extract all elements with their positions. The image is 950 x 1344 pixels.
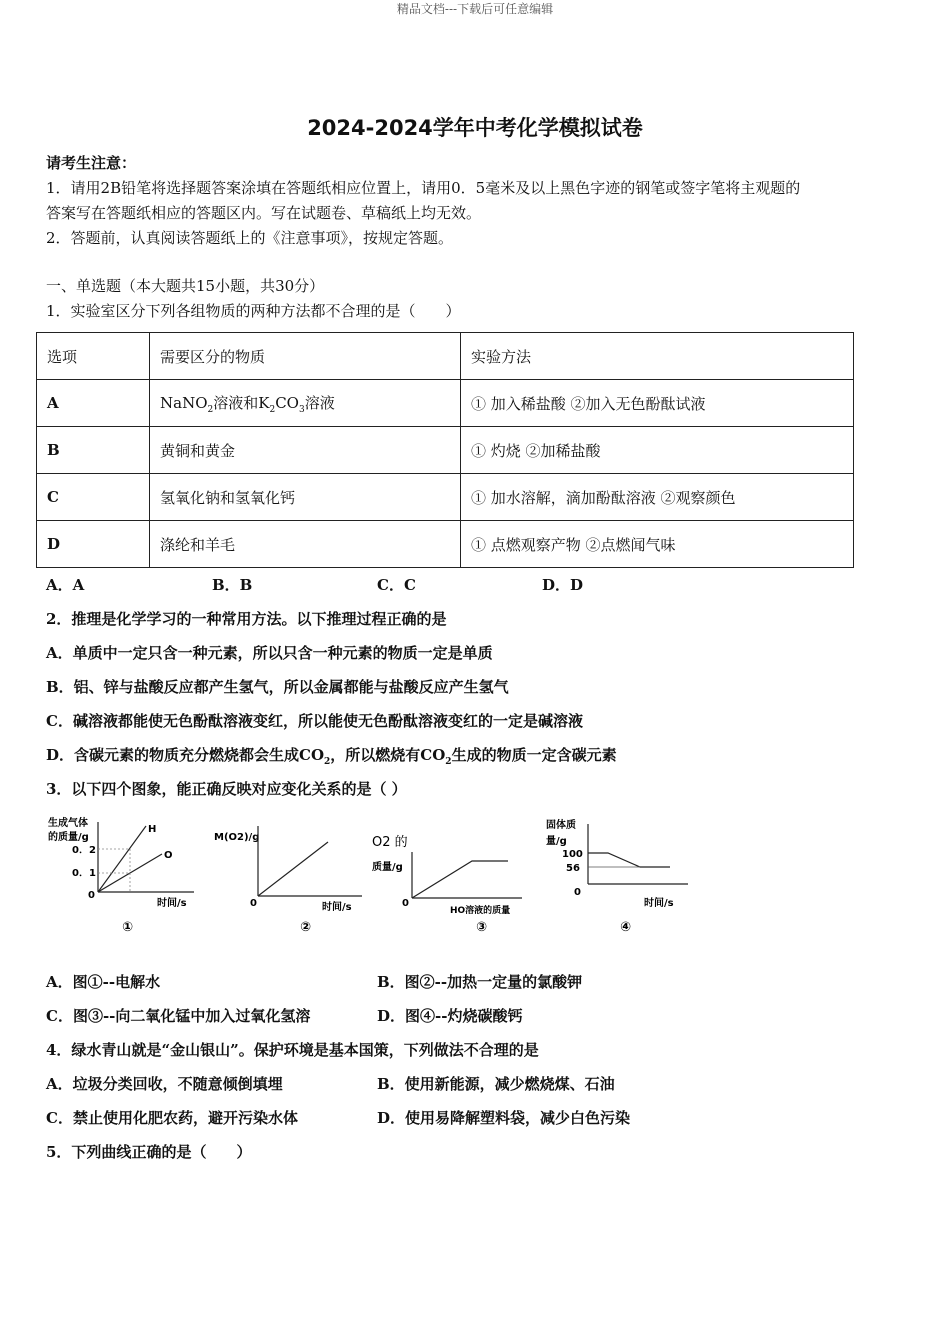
header-cell-method: 实验方法 [461,333,854,380]
q1-option-c: C．C [377,576,416,594]
chart4-ylabel-2: 量/g [546,836,567,847]
chart4-xlabel: 时间/s [644,898,674,909]
chart4-number: ④ [620,920,632,935]
q2-stem: 2．推理是化学学习的一种常用方法。以下推理过程正确的是 [46,610,447,628]
chart1-number: ① [122,920,134,935]
chart1-ylabel-2: 的质量/g [48,832,89,843]
row-substance: 氢氧化钠和氢氧化钙 [150,474,461,521]
chart2-origin: 0 [250,898,257,909]
row-method: ① 点燃观察产物 ②点燃闻气味 [461,521,854,568]
notice-line-3: 2．答题前，认真阅读答题纸上的《注意事项》，按规定答题。 [46,229,454,247]
q4-option-d: D．使用易降解塑料袋，减少白色污染 [377,1109,631,1127]
q3-option-b: B．图②--加热一定量的氯酸钾 [377,973,583,991]
q1-table [36,332,854,568]
table-header-row [37,333,854,380]
notice-line-1: 1．请用2B铅笔将选择题答案涂填在答题纸相应位置上，请用0．5毫米及以上黑色字迹的钢笔或签字笔将主观题的 [46,179,801,197]
row-substance: NaNO$_2$溶液和$K_2CO_3$溶液 [150,380,461,427]
table-row [37,474,854,521]
q3-stem: 3．以下四个图象，能正确反映对应变化关系的是（ ） [46,780,407,798]
chart3-number: ③ [476,920,488,935]
table-row [37,380,854,427]
chart4-line [588,853,670,867]
chart4-tick-hi: 100 [562,849,583,860]
chart3-xlabel: HO溶液的质量 [450,906,511,916]
q4-option-b: B．使用新能源，减少燃烧煤、石油 [377,1075,615,1093]
chart1-line-h [98,826,146,892]
chart1-xlabel: 时间/s [157,898,187,909]
q1-stem: 1．实验室区分下列各组物质的两种方法都不合理的是（ ） [46,302,461,320]
q5-stem: 5．下列曲线正确的是（ ） [46,1143,252,1161]
q3-chart-3 [366,812,536,940]
chart3-ylabel-2: 质量/g [372,862,403,873]
q3-chart-1 [44,812,214,940]
q2-option-c: C．碱溶液都能使无色酚酞溶液变红，所以能使无色酚酞溶液变红的一定是碱溶液 [46,712,583,730]
table-row [37,521,854,568]
q3-chart-2 [210,812,370,940]
chart1-ylabel-1: 生成气体 [48,818,88,829]
header-cell-option: 选项 [37,333,150,380]
section-heading: 一、单选题（本大题共15小题，共30分） [46,277,325,295]
q3-option-c: C．图③--向二氧化锰中加入过氧化氢溶 [46,1007,311,1025]
row-method: ① 灼烧 ②加稀盐酸 [461,427,854,474]
q1-option-a: A．A [46,576,85,594]
chart3-ylabel-1: O2 的 [372,835,408,850]
chart1-label-o: O [164,850,173,861]
row-option: A [37,380,150,427]
row-substance: 黄铜和黄金 [150,427,461,474]
chart1-tick-hi: 0．2 [72,845,96,856]
chart2-line [258,842,328,896]
chart2-number: ② [300,920,312,935]
chart3-origin: 0 [402,898,409,909]
q3-option-a: A．图①--电解水 [46,973,161,991]
chart4-ylabel-1: 固体质 [546,820,576,831]
q4-option-c: C．禁止使用化肥农药，避开污染水体 [46,1109,298,1127]
chart2-ylabel: M(O2)/g [214,832,260,843]
notice-heading: 请考生注意： [46,154,137,172]
chart2-xlabel: 时间/s [322,902,352,913]
chart1-tick-lo: 0．1 [72,868,96,879]
q4-stem: 4．绿水青山就是“金山银山”。保护环境是基本国策，下列做法不合理的是 [46,1041,539,1059]
notice-line-2: 答案写在答题纸相应的答题区内。写在试题卷、草稿纸上均无效。 [46,204,482,222]
chart4-tick-lo: 56 [566,863,580,874]
row-substance: 涤纶和羊毛 [150,521,461,568]
page-title: 2024-2024学年中考化学模拟试卷 [307,116,643,140]
q1-option-b: B．B [212,576,253,594]
q2-option-b: B．铝、锌与盐酸反应都产生氢气，所以金属都能与盐酸反应产生氢气 [46,678,509,696]
q1-option-d: D．D [542,576,584,594]
row-method: ① 加入稀盐酸 ②加入无色酚酞试液 [461,380,854,427]
chart3-line [412,861,508,898]
chart1-label-h: H [148,824,157,835]
header-cell-substance: 需要区分的物质 [150,333,461,380]
chart4-origin: 0 [574,887,581,898]
q2-option-d: D．含碳元素的物质充分燃烧都会生成$CO_2$，所以燃烧有$CO_2$生成的物质一定含碳元素 [46,746,617,767]
chart1-origin: 0 [88,890,95,901]
row-option: B [37,427,150,474]
row-method: ① 加水溶解，滴加酚酞溶液 ②观察颜色 [461,474,854,521]
q4-option-a: A．垃圾分类回收，不随意倾倒填埋 [46,1075,283,1093]
q3-option-d: D．图④--灼烧碳酸钙 [377,1007,523,1025]
row-option: C [37,474,150,521]
page-header: 精品文档---下载后可任意编辑 [396,2,554,16]
q2-option-a: A．单质中一定只含一种元素，所以只含一种元素的物质一定是单质 [46,644,493,662]
row-option: D [37,521,150,568]
table-row [37,427,854,474]
q3-chart-4 [540,812,700,940]
